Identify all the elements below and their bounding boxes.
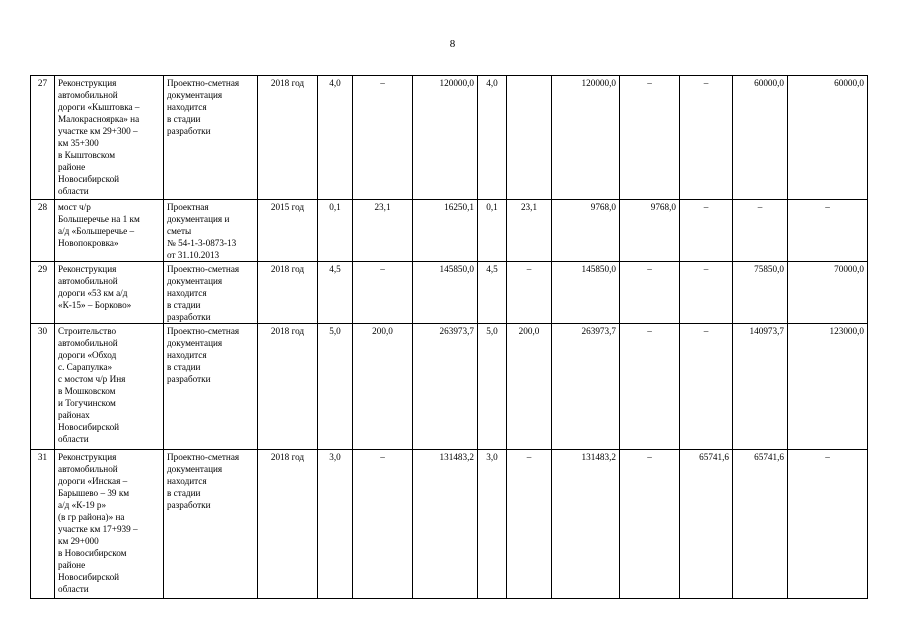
row-number: 31 [31, 450, 55, 599]
length-pm-cell: 200,0 [507, 324, 552, 450]
year-value-cell: – [680, 200, 733, 262]
length-km-cell: 5,0 [478, 324, 507, 450]
length-pm-cell: 200,0 [353, 324, 413, 450]
year-cell: 2015 год [258, 200, 318, 262]
documentation-status: Проектно-сметная документация находится в стадии разработки [164, 262, 258, 324]
year-value-cell: – [620, 76, 680, 200]
cost-cell: 145850,0 [552, 262, 620, 324]
length-pm-cell: – [353, 262, 413, 324]
cost-cell: 131483,2 [413, 450, 478, 599]
cost-cell: 131483,2 [552, 450, 620, 599]
year-value-cell: – [620, 324, 680, 450]
year-value-cell: 9768,0 [620, 200, 680, 262]
length-km-cell: 3,0 [478, 450, 507, 599]
length-km-cell: 3,0 [318, 450, 353, 599]
cost-cell: 145850,0 [413, 262, 478, 324]
year-value-cell: 75850,0 [733, 262, 788, 324]
table-row [31, 200, 868, 262]
year-value-cell: 65741,6 [733, 450, 788, 599]
year-cell: 2018 год [258, 76, 318, 200]
year-value-cell: 140973,7 [733, 324, 788, 450]
year-value-cell: – [788, 200, 868, 262]
object-name: Реконструкция автомобильной дороги «53 км а/д «К-15» – Борково» [55, 262, 164, 324]
table-row [31, 76, 868, 200]
row-number: 30 [31, 324, 55, 450]
cost-cell: 120000,0 [552, 76, 620, 200]
cost-cell: 263973,7 [552, 324, 620, 450]
year-value-cell: – [620, 450, 680, 599]
cost-cell: 16250,1 [413, 200, 478, 262]
table-row [31, 262, 868, 324]
cost-cell: 120000,0 [413, 76, 478, 200]
year-value-cell: 123000,0 [788, 324, 868, 450]
length-pm-cell [507, 76, 552, 200]
length-km-cell: 0,1 [318, 200, 353, 262]
row-number: 29 [31, 262, 55, 324]
length-pm-cell: 23,1 [353, 200, 413, 262]
length-km-cell: 0,1 [478, 200, 507, 262]
length-pm-cell: – [353, 450, 413, 599]
year-value-cell: – [788, 450, 868, 599]
length-km-cell: 4,5 [478, 262, 507, 324]
year-cell: 2018 год [258, 262, 318, 324]
year-value-cell: – [680, 324, 733, 450]
year-value-cell: – [680, 76, 733, 200]
length-pm-cell: 23,1 [507, 200, 552, 262]
row-number: 27 [31, 76, 55, 200]
table-row [31, 450, 868, 599]
documentation-status: Проектно-сметная документация находится в стадии разработки [164, 76, 258, 200]
year-cell: 2018 год [258, 450, 318, 599]
year-value-cell: 65741,6 [680, 450, 733, 599]
cost-cell: 9768,0 [552, 200, 620, 262]
object-name: Реконструкция автомобильной дороги «Инская – Барышево – 39 км а/д «К-19 р» (в гр района)» на участке км 17+939 – км 29+000 в Новосибирском районе Новосибирской области [55, 450, 164, 599]
length-pm-cell: – [507, 450, 552, 599]
length-km-cell: 4,0 [478, 76, 507, 200]
object-name: мост ч/р Большеречье на 1 км а/д «Большеречье – Новопокровка» [55, 200, 164, 262]
length-km-cell: 5,0 [318, 324, 353, 450]
row-number: 28 [31, 200, 55, 262]
length-km-cell: 4,5 [318, 262, 353, 324]
length-km-cell: 4,0 [318, 76, 353, 200]
table-row [31, 324, 868, 450]
length-pm-cell: – [353, 76, 413, 200]
year-value-cell: – [620, 262, 680, 324]
documentation-status: Проектно-сметная документация находится в стадии разработки [164, 450, 258, 599]
object-name: Строительство автомобильной дороги «Обход с. Сарапулка» с мостом ч/р Иня в Мошковском и Тогучинском районах Новосибирской области [55, 324, 164, 450]
year-value-cell: 60000,0 [733, 76, 788, 200]
object-table [30, 75, 868, 599]
object-name: Реконструкция автомобильной дороги «Кыштовка – Малокрасноярка» на участке км 29+300 – км 35+300 в Кыштовском районе Новосибирской области [55, 76, 164, 200]
year-cell: 2018 год [258, 324, 318, 450]
documentation-status: Проектно-сметная документация находится в стадии разработки [164, 324, 258, 450]
documentation-status: Проектная документация и сметы № 54-1-3-0873-13 от 31.10.2013 [164, 200, 258, 262]
cost-cell: 263973,7 [413, 324, 478, 450]
year-value-cell: – [680, 262, 733, 324]
year-value-cell: 60000,0 [788, 76, 868, 200]
length-pm-cell: – [507, 262, 552, 324]
year-value-cell: 70000,0 [788, 262, 868, 324]
page-number: 8 [449, 38, 456, 50]
year-value-cell: – [733, 200, 788, 262]
